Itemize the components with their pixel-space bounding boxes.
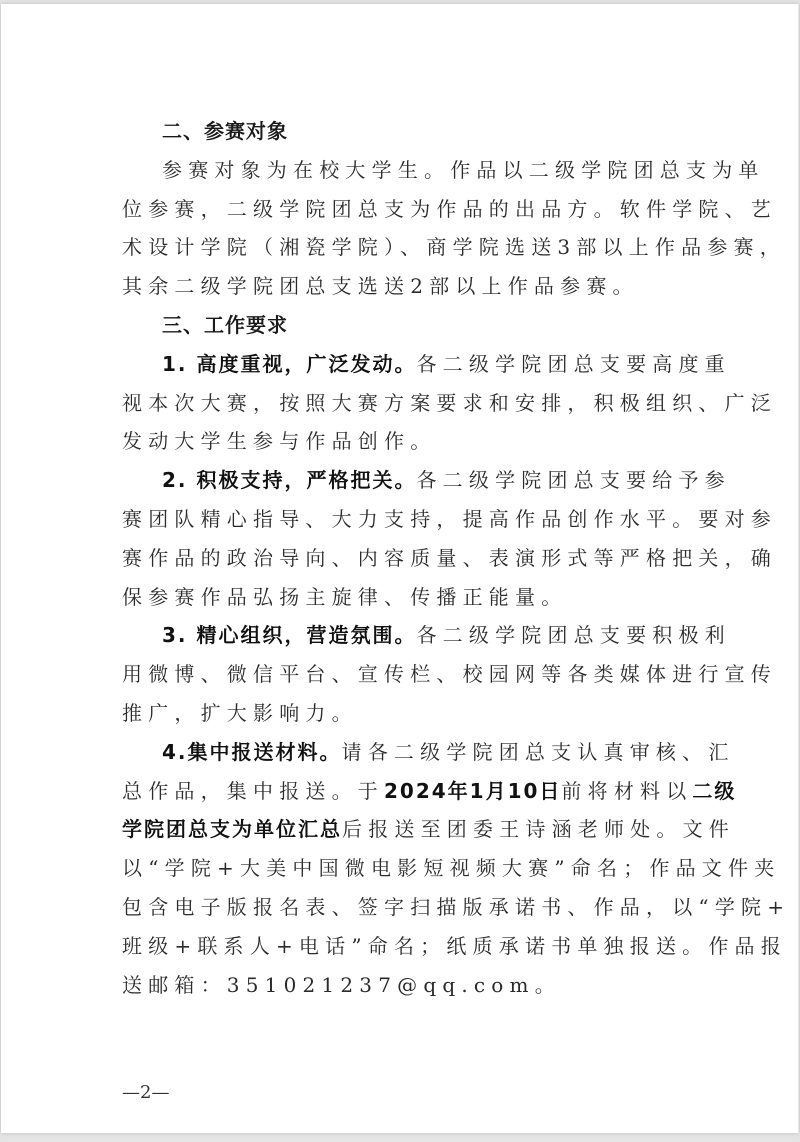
deadline-date: 2024年1月10日 — [384, 778, 562, 803]
item-text: 总作品，集中报送。于 — [122, 778, 384, 803]
text-line: 包含电子版报名表、签字扫描版承诺书、作品，以“学院+ — [122, 894, 791, 919]
text-line: 视本次大赛，按照大赛方案要求和安排，积极组织、广泛 — [122, 390, 777, 415]
text-line: 赛团队精心指导、大力支持，提高作品创作水平。要对参 — [122, 506, 777, 531]
text-line: 其余二级学院团总支选送2部以上作品参赛。 — [122, 274, 639, 299]
text-line: 参赛对象为在校大学生。作品以二级学院团总支为单 — [162, 157, 765, 182]
page-number: —2— — [122, 1082, 170, 1103]
item-lead-bold: 1. 高度重视，广泛发动。 — [162, 351, 417, 376]
item-lead-bold: 2. 积极支持，严格把关。 — [162, 468, 417, 493]
text-line: 推广，扩大影响力。 — [122, 700, 358, 725]
text-line — [122, 616, 731, 655]
item-text: 各二级学院团总支要给予参 — [416, 468, 731, 493]
submission-email-line: 送邮箱：351021237@qq.com。 — [122, 972, 561, 997]
text-line: 赛作品的政治导向、内容质量、表演形式等严格把关，确 — [122, 545, 777, 570]
requirement-item-1 — [122, 345, 777, 461]
emphasis-bold: 学院团总支为单位汇总 — [122, 817, 342, 842]
text-line: 保参赛作品弘扬主旋律、传播正能量。 — [122, 584, 568, 609]
text-line — [122, 733, 735, 772]
document-body — [122, 112, 791, 1004]
requirement-item-4 — [122, 733, 791, 1005]
text-line — [122, 345, 731, 384]
participants-paragraph — [122, 151, 786, 306]
item-text: 后报送至团委王诗涵老师处。文件 — [342, 817, 735, 842]
item-lead-bold: 3. 精心组织，营造氛围。 — [162, 623, 417, 648]
text-line: 位参赛，二级学院团总支为作品的出品方。软件学院、艺 — [122, 196, 777, 221]
section-heading-requirements: 三、工作要求 — [162, 312, 288, 337]
text-line — [122, 810, 735, 849]
text-line: 发动大学生参与作品创作。 — [122, 429, 437, 454]
text-line: 术设计学院（湘瓷学院）、商学院选送3部以上作品参赛， — [122, 235, 786, 260]
section-heading-participants: 二、参赛对象 — [162, 119, 288, 143]
text-line: 用微博、微信平台、宣传栏、校园网等各类媒体进行宣传 — [122, 662, 777, 687]
item-text: 各二级学院团总支要高度重 — [416, 351, 731, 376]
emphasis-bold: 二级 — [692, 778, 737, 803]
text-line — [122, 772, 737, 811]
item-text: 请各二级学院团总支认真审核、汇 — [341, 739, 735, 764]
requirement-item-2 — [122, 461, 777, 616]
item-lead-bold: 4.集中报送材料。 — [162, 739, 342, 764]
requirement-item-3 — [122, 616, 777, 732]
text-line: 以“学院+大美中国微电影短视频大赛”命名；作品文件夹 — [122, 856, 781, 881]
item-text: 前将材料以 — [561, 778, 693, 803]
text-line — [122, 461, 731, 500]
document-page — [1, 4, 799, 1133]
text-line: 班级+联系人+电话”命名；纸质承诺书单独报送。作品报 — [122, 933, 787, 958]
item-text: 各二级学院团总支要积极利 — [416, 623, 731, 648]
